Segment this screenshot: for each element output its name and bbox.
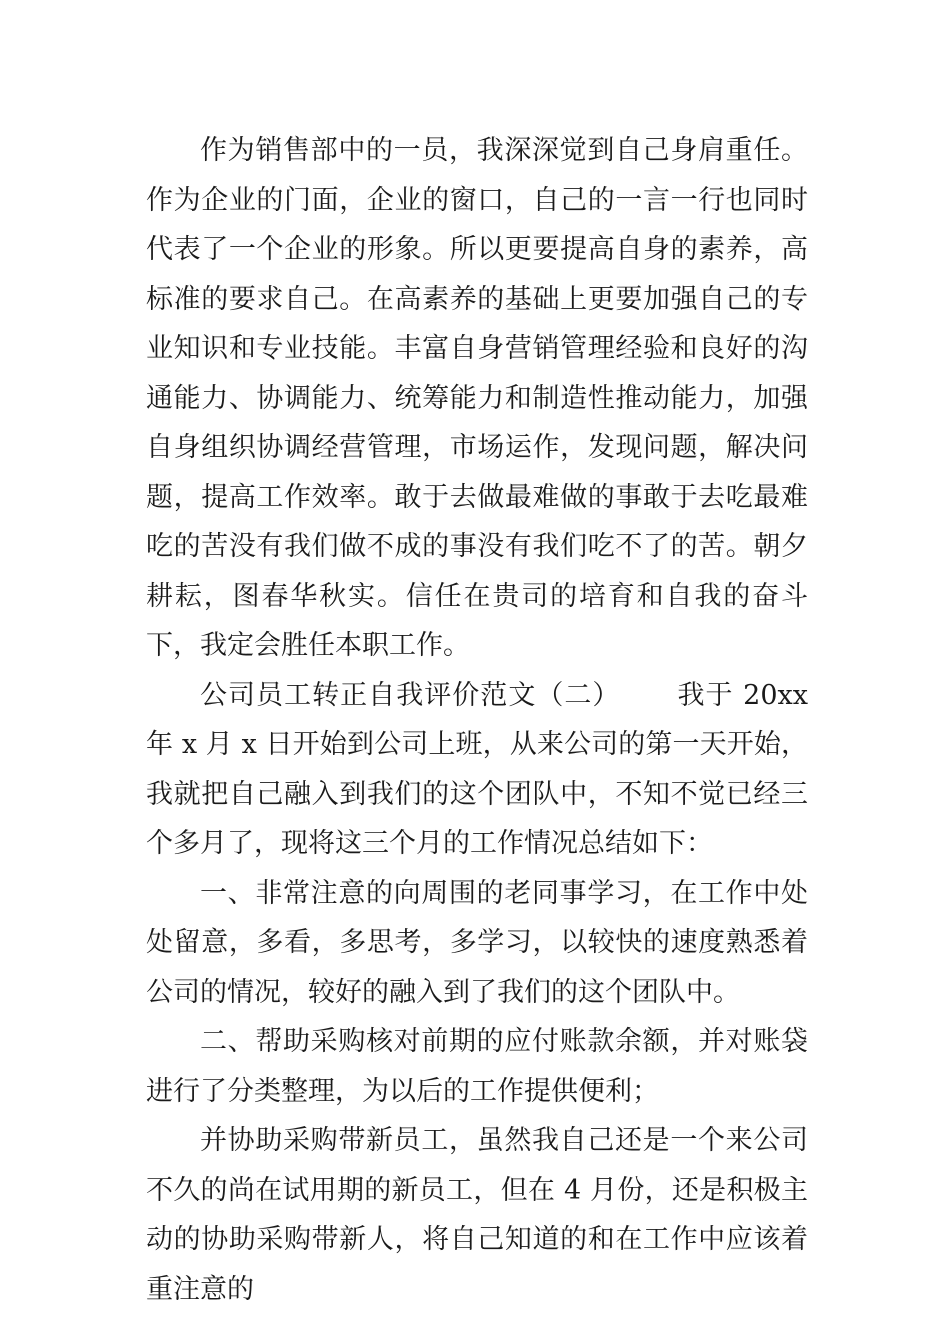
paragraph-5: 并协助采购带新员工，虽然我自己还是一个来公司不久的尚在试用期的新员工，但在 4 月份，还是积极主动的协助采购带新人，将自己知道的和在工作中应该着重注意的: [146, 1125, 808, 1305]
paragraph-2-text: 我于 20xx 年 x 月 x 日开始到公司上班，从来公司的第一天开始，我就把自己融入到我们的这个团队中，不知不觉已经三个多月了，现将这三个月的工作情况总结如下：: [146, 679, 808, 859]
section-heading: 公司员工转正自我评价范文（二）: [200, 679, 621, 711]
document-body: [146, 126, 808, 1314]
paragraph-2: [146, 671, 808, 869]
paragraph-4: 二、帮助采购核对前期的应付账款余额，并对账袋进行了分类整理，为以后的工作提供便利；: [146, 1026, 808, 1107]
paragraph-1: 作为销售部中的一员，我深深觉到自己身肩重任。作为企业的门面，企业的窗口，自己的一言一行也同时代表了一个企业的形象。所以更要提高自身的素养，高标准的要求自己。在高素养的基础上更要加强自己的专业知识和专业技能。丰富自身营销管理经验和良好的沟通能力、协调能力、统筹能力和制造性推动能力，加强自身组织协调经营管理，市场运作，发现问题，解决问题，提高工作效率。敢于去做最难做的事敢于去吃最难吃的苦没有我们做不成的事没有我们吃不了的苦。朝夕耕耘，图春华秋实。信任在贵司的培育和自我的奋斗下，我定会胜任本职工作。: [146, 135, 808, 661]
paragraph-3: 一、非常注意的向周围的老同事学习，在工作中处处留意，多看，多思考，多学习，以较快的速度熟悉着公司的情况，较好的融入到了我们的这个团队中。: [146, 877, 808, 1008]
